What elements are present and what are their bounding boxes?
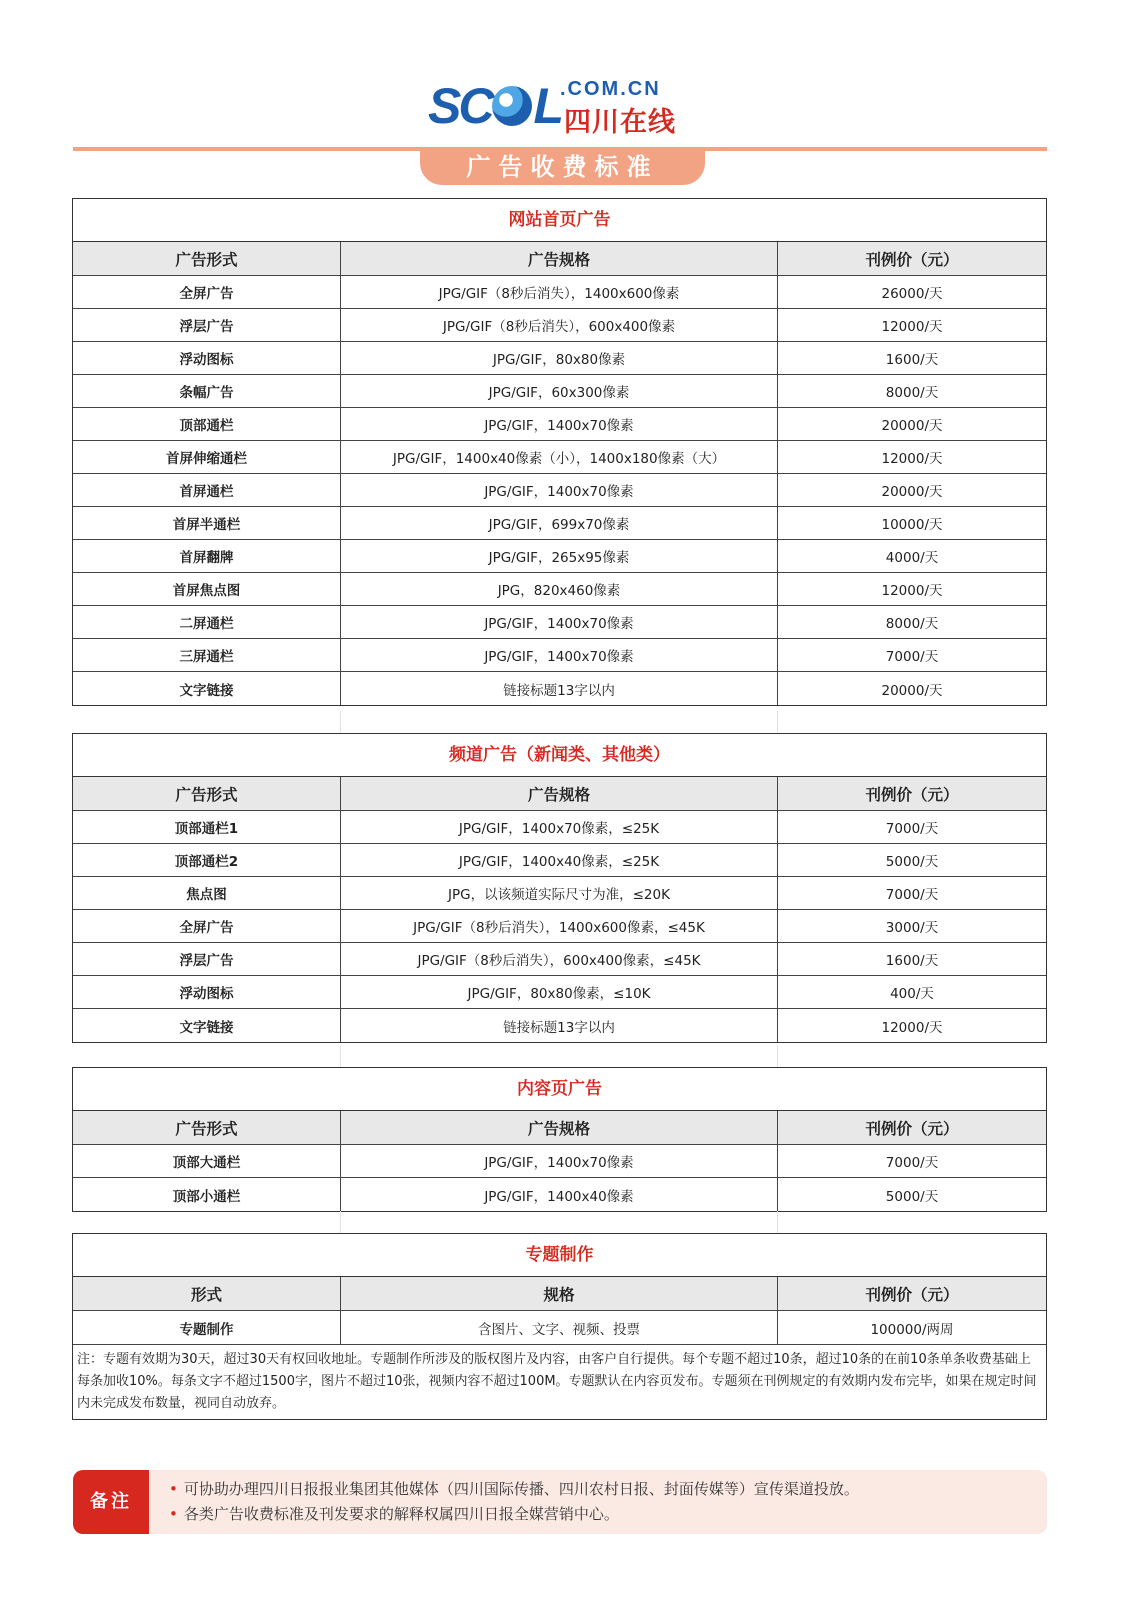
ad-format-cell: 顶部通栏 [73,408,341,440]
ad-format-cell: 首屏伸缩通栏 [73,441,341,473]
column-header: 刊例价（元） [865,250,959,269]
ad-spec-cell: JPG/GIF，1400x70像素 [341,606,778,638]
ad-price-cell: 12000/天 [881,583,943,599]
ad-spec-cell: JPG/GIF，80x80像素 [341,342,778,374]
table-row [73,606,1046,639]
globe-icon [492,86,532,126]
remarks-label: 备注 [73,1470,149,1534]
column-header: 广告形式 [73,242,341,275]
table-row [73,342,1046,375]
table-row [73,844,1046,877]
section-title: 专题制作 [73,1234,1046,1277]
ad-spec-cell: JPG/GIF，1400x70像素 [341,474,778,506]
ad-spec-cell: JPG/GIF，1400x70像素，≤25K [341,811,778,843]
table-row [73,811,1046,844]
logo-scol-text: SC L [428,78,562,134]
ad-spec-cell: JPG/GIF，1400x40像素 [341,1178,778,1211]
ad-format-cell: 顶部通栏1 [73,811,341,843]
scol-logo [428,78,698,138]
table-header-row [73,1111,1046,1145]
table-row [73,474,1046,507]
ad-spec-cell: JPG/GIF，1400x70像素 [341,1145,778,1177]
table-row [73,441,1046,474]
table-header-row [73,242,1046,276]
table-row [73,1009,1046,1042]
remarks-item: • 可协助办理四川日报报业集团其他媒体（四川国际传播、四川农村日报、封面传媒等）宣传渠道投放。 [169,1480,859,1498]
ad-spec-cell: JPG/GIF，60x300像素 [341,375,778,407]
ad-format-cell: 顶部大通栏 [73,1145,341,1177]
table-row [73,276,1046,309]
ad-price-cell: 1600/天 [885,953,939,969]
section-title: 频道广告（新闻类、其他类） [73,734,1046,777]
ad-spec-cell: 链接标题13字以内 [341,672,778,705]
remarks-item: • 各类广告收费标准及刊发要求的解释权属四川日报全媒营销中心。 [169,1505,619,1523]
ad-spec-cell: JPG，以该频道实际尺寸为准，≤20K [341,877,778,909]
section-homepage-ads [72,198,1047,706]
ad-price-cell: 1600/天 [885,352,939,368]
ad-spec-cell: JPG/GIF，1400x40像素，≤25K [341,844,778,876]
column-header: 刊例价（元） [865,1119,959,1138]
ad-price-cell: 7000/天 [885,887,939,903]
ad-spec-cell: JPG/GIF（8秒后消失），600x400像素，≤45K [341,943,778,975]
table-header-row [73,1277,1046,1311]
ad-format-cell: 文字链接 [73,1009,341,1042]
ad-spec-cell: JPG/GIF（8秒后消失），1400x600像素，≤45K [341,910,778,942]
section-content-page-ads [72,1067,1047,1212]
section-spacer [72,711,1047,733]
table-row [73,1178,1046,1211]
column-header: 规格 [341,1277,778,1310]
table-row [73,1145,1046,1178]
ad-table [73,242,1046,705]
section-spacer [72,1045,1047,1067]
page-title-banner [420,149,705,185]
ad-price-cell: 7000/天 [885,1155,939,1171]
ad-price-cell: 4000/天 [885,550,939,566]
ad-price-cell: 12000/天 [881,319,943,335]
ad-format-cell: 浮层广告 [73,943,341,975]
ad-spec-cell: JPG/GIF（8秒后消失），600x400像素 [341,309,778,341]
ad-format-cell: 首屏半通栏 [73,507,341,539]
table-row [73,540,1046,573]
ad-table [73,1277,1046,1344]
ad-table [73,777,1046,1042]
ad-format-cell: 顶部通栏2 [73,844,341,876]
section-title: 网站首页广告 [73,199,1046,242]
table-row [73,639,1046,672]
ad-price-cell: 5000/天 [885,1188,939,1205]
ad-price-cell: 7000/天 [885,821,939,837]
ad-format-cell: 全屏广告 [73,910,341,942]
remarks-list [169,1477,859,1527]
ad-price-cell: 20000/天 [881,682,943,699]
ad-format-cell: 焦点图 [73,877,341,909]
ad-price-cell: 12000/天 [881,451,943,467]
logo-domain: .COM.CN [560,78,661,100]
section-channel-ads [72,733,1047,1043]
table-row [73,375,1046,408]
column-header: 形式 [73,1277,341,1310]
ad-format-cell: 全屏广告 [73,276,341,308]
ad-price-cell: 400/天 [890,986,934,1002]
section-title: 内容页广告 [73,1068,1046,1111]
column-header: 广告形式 [73,1111,341,1144]
table-row [73,672,1046,705]
table-row [73,943,1046,976]
ad-price-cell: 10000/天 [881,517,943,533]
ad-spec-cell: 含图片、文字、视频、投票 [341,1311,778,1344]
table-row [73,573,1046,606]
ad-spec-cell: JPG/GIF（8秒后消失），1400x600像素 [341,276,778,308]
ad-format-cell: 首屏翻牌 [73,540,341,572]
ad-format-cell: 三屏通栏 [73,639,341,671]
ad-format-cell: 首屏焦点图 [73,573,341,605]
ad-format-cell: 专题制作 [73,1311,341,1344]
ad-format-cell: 二屏通栏 [73,606,341,638]
ad-price-cell: 26000/天 [881,286,943,302]
table-row [73,507,1046,540]
logo-chinese-name: 四川在线 [564,107,676,138]
column-header: 广告形式 [73,777,341,810]
ad-format-cell: 首屏通栏 [73,474,341,506]
page-title: 广告收费标准 [466,153,659,181]
ad-format-cell: 条幅广告 [73,375,341,407]
ad-spec-cell: 链接标题13字以内 [341,1009,778,1042]
ad-spec-cell: JPG，820x460像素 [341,573,778,605]
table-row [73,1311,1046,1344]
ad-price-cell: 8000/天 [885,385,939,401]
ad-spec-cell: JPG/GIF，80x80像素，≤10K [341,976,778,1008]
ad-format-cell: 顶部小通栏 [73,1178,341,1211]
section-special-topic [72,1233,1047,1420]
ad-price-cell: 7000/天 [885,649,939,665]
ad-price-cell: 12000/天 [881,1019,943,1036]
column-header: 广告规格 [341,1111,778,1144]
ad-spec-cell: JPG/GIF，1400x70像素 [341,639,778,671]
column-header: 刊例价（元） [865,1285,959,1304]
column-header: 广告规格 [341,777,778,810]
ad-price-cell: 3000/天 [885,920,939,936]
table-header-row [73,777,1046,811]
ad-price-cell: 8000/天 [885,616,939,632]
ad-spec-cell: JPG/GIF，1400x70像素 [341,408,778,440]
ad-format-cell: 浮动图标 [73,342,341,374]
table-row [73,408,1046,441]
ad-format-cell: 浮层广告 [73,309,341,341]
column-header: 刊例价（元） [865,785,959,804]
section-spacer [72,1211,1047,1233]
ad-price-cell: 20000/天 [881,484,943,500]
ad-format-cell: 浮动图标 [73,976,341,1008]
table-row [73,976,1046,1009]
ad-spec-cell: JPG/GIF，699x70像素 [341,507,778,539]
ad-spec-cell: JPG/GIF，265x95像素 [341,540,778,572]
ad-price-cell: 20000/天 [881,418,943,434]
ad-table [73,1111,1046,1211]
table-row [73,309,1046,342]
table-row [73,877,1046,910]
column-header: 广告规格 [341,242,778,275]
table-row [73,910,1046,943]
ad-spec-cell: JPG/GIF，1400x40像素（小），1400x180像素（大） [341,441,778,473]
ad-price-cell: 5000/天 [885,854,939,870]
ad-format-cell: 文字链接 [73,672,341,705]
special-topic-note: 注：专题有效期为30天，超过30天有权回收地址。专题制作所涉及的版权图片及内容，由客户自行提供。每个专题不超过10条，超过10条的在前10条单条收费基础上每条加收10%。每条文字不超过1500字，图片不超过10张，视频内容不超过100M。专题默认在内容页发布。专题须在刊例规定的有效期内发布完毕，如果在规定时间内未完成发布数量，视同自动放弃。 [73,1344,1046,1419]
remarks-box [73,1470,1047,1534]
ad-price-cell: 100000/两周 [870,1321,954,1338]
